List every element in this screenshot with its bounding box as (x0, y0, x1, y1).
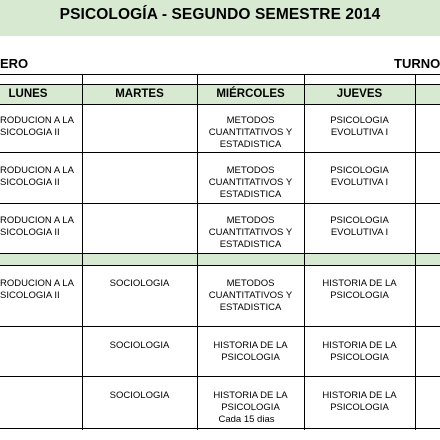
page-title: PSICOLOGÍA - SEGUNDO SEMESTRE 2014 (59, 6, 381, 23)
miercoles-cell (197, 340, 304, 364)
jueves-cell (304, 115, 415, 139)
miercoles-cell (197, 278, 304, 314)
martes-cell (82, 340, 197, 352)
cell-line: RODUCION A LA (0, 165, 74, 176)
cell-note: Cada 15 dias (218, 414, 275, 425)
cell-line: EVOLUTIVA I (330, 227, 389, 238)
martes-cell (82, 278, 197, 290)
separator-row (0, 253, 440, 265)
cell-line: PSICOLOGIA (330, 290, 389, 301)
martes-cell (82, 390, 197, 402)
table-line (0, 326, 440, 327)
cell-line: SICOLOGIA II (0, 127, 60, 138)
table-line (0, 84, 440, 85)
cell-line: ESTADISTICA (219, 239, 282, 250)
cell-line: RODUCION A LA (0, 115, 74, 126)
jueves-cell (304, 390, 415, 414)
cell-line: CUANTITATIVOS Y (208, 177, 293, 188)
cell-line: HISTORIA DE LA (213, 390, 288, 401)
cell-line: ESTADISTICA (219, 189, 282, 200)
cell-line: SICOLOGIA II (0, 290, 60, 301)
cell-line: ESTADISTICA (219, 139, 282, 150)
cell-line: PSICOLOGIA (330, 402, 389, 413)
cell-line: PSICOLOGIA (330, 115, 389, 126)
header-jueves: JUEVES (336, 88, 383, 100)
cell-line: PSICOLOGIA (221, 402, 280, 413)
table-line (0, 265, 440, 266)
table-line (0, 74, 440, 75)
jueves-cell (304, 165, 415, 189)
header-miercoles: MIÉRCOLES (216, 88, 285, 100)
table-line (0, 152, 440, 153)
table-line (0, 253, 440, 254)
cell-line: SOCIOLOGIA (109, 278, 170, 289)
cell-line: SOCIOLOGIA (109, 340, 170, 351)
cell-line: SICOLOGIA II (0, 227, 60, 238)
cell-line: HISTORIA DE LA (322, 390, 397, 401)
table-line (82, 74, 83, 430)
cell-line: METODOS (226, 165, 275, 176)
jueves-cell (304, 340, 415, 364)
miercoles-cell (197, 115, 304, 151)
table-line (0, 104, 440, 105)
jueves-cell (304, 278, 415, 302)
cell-line: PSICOLOGIA (330, 165, 389, 176)
cell-line: CUANTITATIVOS Y (208, 290, 293, 301)
cell-line: EVOLUTIVA I (330, 127, 389, 138)
miercoles-cell (197, 390, 304, 426)
cell-line: METODOS (226, 278, 275, 289)
cell-line: SICOLOGIA II (0, 177, 60, 188)
cell-line: HISTORIA DE LA (213, 340, 288, 351)
cell-line: ESTADISTICA (219, 302, 282, 313)
cell-line: METODOS (226, 115, 275, 126)
header-lunes: LUNES (8, 88, 48, 100)
cell-line: PSICOLOGIA (330, 215, 389, 226)
cell-line: HISTORIA DE LA (322, 278, 397, 289)
table-line (415, 74, 416, 430)
cell-line: METODOS (226, 215, 275, 226)
jueves-cell (304, 215, 415, 239)
shift-label: TURNO (394, 56, 440, 71)
miercoles-cell (197, 215, 304, 251)
cell-line: CUANTITATIVOS Y (208, 127, 293, 138)
lunes-cell (0, 115, 82, 139)
cell-line: RODUCION A LA (0, 278, 74, 289)
cell-line: PSICOLOGIA (330, 352, 389, 363)
cell-line: PSICOLOGIA (221, 352, 280, 363)
miercoles-cell (197, 165, 304, 201)
table-line (0, 428, 440, 429)
year-label: ERO (0, 56, 29, 71)
table-line (0, 203, 440, 204)
cell-line: SOCIOLOGIA (109, 390, 170, 401)
table-line (0, 376, 440, 377)
lunes-cell (0, 278, 82, 302)
lunes-cell (0, 215, 82, 239)
cell-line: EVOLUTIVA I (330, 177, 389, 188)
lunes-cell (0, 165, 82, 189)
cell-line: RODUCION A LA (0, 215, 74, 226)
header-martes: MARTES (115, 88, 164, 100)
cell-line: CUANTITATIVOS Y (208, 227, 293, 238)
cell-line: HISTORIA DE LA (322, 340, 397, 351)
